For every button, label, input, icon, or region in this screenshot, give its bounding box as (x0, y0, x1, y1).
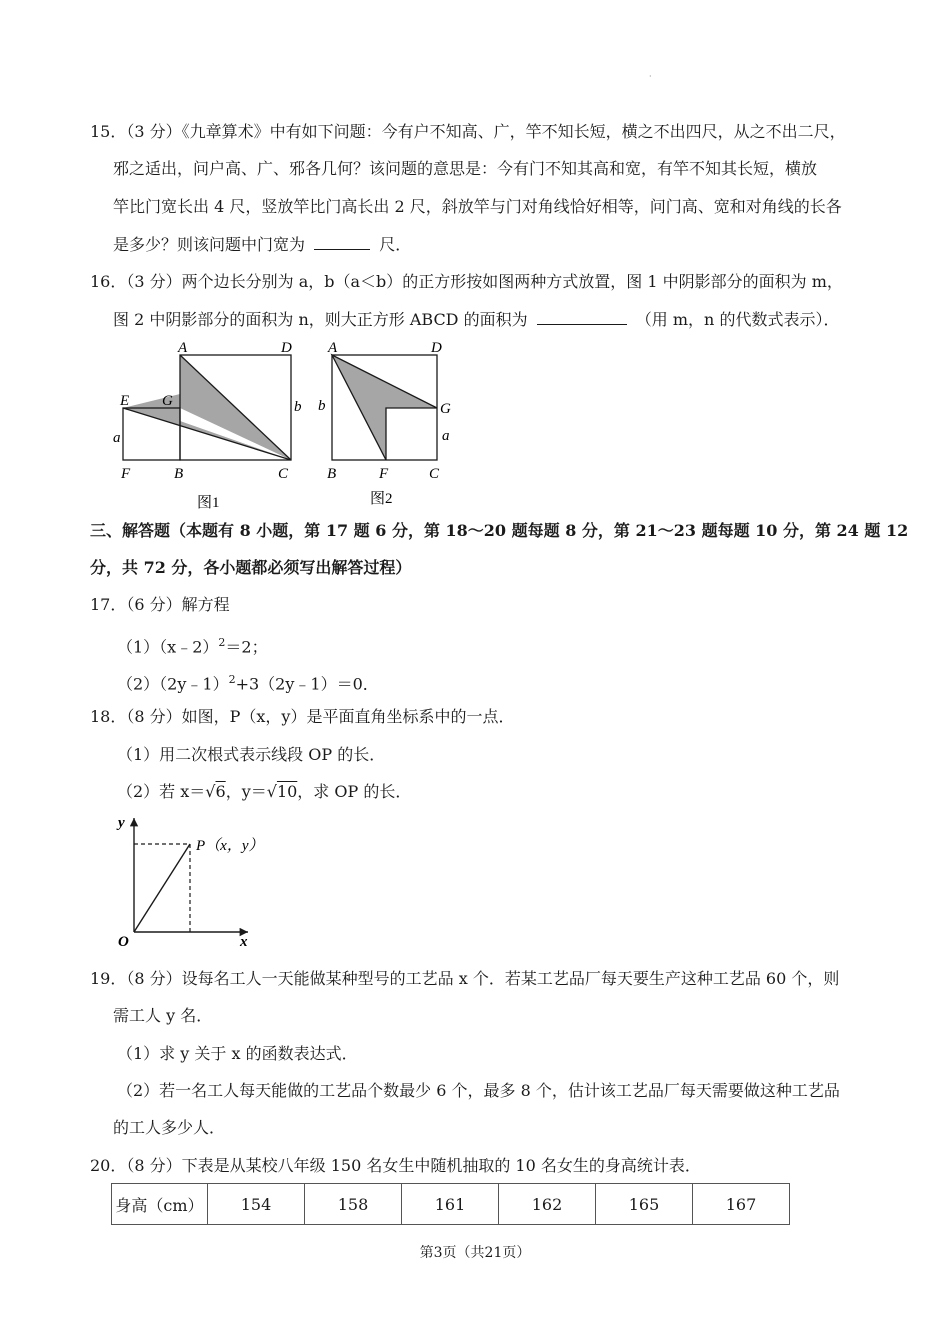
q18-part2-text-a: （2）若 x＝ (117, 782, 206, 801)
fig1-label-a-side: a (113, 430, 121, 446)
fig2-label-b: b (318, 398, 326, 414)
q15-line4-text: 是多少？则该问题中门宽为 (113, 235, 306, 254)
fig1-label-g: G (162, 393, 173, 409)
fig2-label-g: G (440, 401, 451, 417)
graph-label-y: y (118, 815, 125, 831)
sqrt-6-radicand: 6 (215, 782, 226, 801)
q15-line4-suffix: 尺． (379, 235, 412, 254)
graph-label-o: O (118, 934, 129, 950)
table-cell: 167 (693, 1184, 790, 1225)
fig2-label-b-vertex: B (327, 466, 337, 482)
sqrt-10-radicand: 10 (276, 782, 298, 801)
fig2-label-a-side: a (442, 428, 450, 444)
table-row (112, 1184, 790, 1225)
q16-line2-text: 图 2 中阴影部分的面积为 n，则大正方形 ABCD 的面积为 (113, 310, 528, 329)
fig1-label-a: A (178, 340, 188, 356)
fig1-label-c: C (278, 466, 289, 482)
section3-heading-line2: 分，共 72 分，各小题都必须写出解答过程） (90, 558, 412, 577)
fig1-label-e: E (120, 393, 130, 409)
height-table (111, 1183, 790, 1225)
q16-line2-suffix: （用 m，n 的代数式表示）． (635, 310, 840, 329)
graph-label-p: P（x，y） (196, 838, 264, 854)
section3-heading-line1: 三、解答题（本题有 8 小题，第 17 题 6 分，第 18～20 题每题 8 分，第 21～23 题每题 10 分，第 24 题 12 (90, 521, 909, 540)
q19-line2: 需工人 y 名． (113, 1006, 213, 1025)
q18-part2-text-b: ，y＝ (225, 782, 267, 801)
fig2-caption: 图2 (370, 491, 393, 507)
fig1-label-b: b (294, 399, 302, 415)
q17-part1-text: （1）（x﹣2） (117, 637, 219, 657)
q19-part1: （1）求 y 关于 x 的函数表达式． (117, 1044, 358, 1063)
table-cell: 154 (208, 1184, 305, 1225)
q19-part2-line2: 的工人多少人． (113, 1118, 226, 1137)
fig1-label-b-vertex: B (174, 466, 184, 482)
q17-part2-rhs: +3（2y﹣1）＝0． (235, 674, 379, 694)
q18-part2-text-c: ，求 OP 的长． (297, 782, 412, 801)
q15-line1: 15．（3 分）《九章算术》中有如下问题：今有户不知高、广，竿不知长短，横之不出四尺，从之不出二尺， (90, 122, 846, 141)
q17-part2-text: （2）（2y﹣1） (117, 674, 229, 694)
q15-line2: 邪之适出，问户高、广、邪各几何？该问题的意思是：今有门不知其高和宽，有竿不知其长短，横放 (113, 159, 818, 178)
q19-line1: 19．（8 分）设每名工人一天能做某种型号的工艺品 x 个．若某工艺品厂每天要生产这种工艺品 60 个，则 (90, 969, 840, 988)
graph-label-x: x (240, 934, 248, 950)
fig2-label-c: C (429, 466, 440, 482)
q16-line1: 16．（3 分）两个边长分别为 a，b（a＜b）的正方形按如图两种方式放置，图 1 中阴影部分的面积为 m， (90, 272, 843, 291)
table-cell: 165 (596, 1184, 693, 1225)
fig1-label-f: F (121, 466, 131, 482)
fig2-label-a: A (328, 340, 338, 356)
fig1-label-d: D (281, 340, 292, 356)
table-header-cell: 身高（cm） (112, 1184, 208, 1225)
fig1-caption: 图1 (197, 495, 220, 511)
sqrt-10: √10 (266, 782, 298, 801)
q20-title: 20．（8 分）下表是从某校八年级 150 名女生中随机抽取的 10 名女生的身高统计表． (90, 1156, 701, 1175)
sqrt-6: √6 (205, 782, 226, 801)
q19-part2-line1: （2）若一名工人每天能做的工艺品个数最少 6 个，最多 8 个，估计该工艺品厂每天需要做这种工艺品 (117, 1081, 840, 1100)
q17-part1-rhs: ＝2； (225, 637, 268, 657)
q15-line3: 竿比门宽长出 4 尺，竖放竿比门高长出 2 尺，斜放竿与门对角线恰好相等，问门高、宽和对角线的长各 (113, 197, 842, 216)
fig2-label-f: F (379, 466, 389, 482)
stray-mark: · (649, 72, 652, 81)
page-footer: 第3页（共21页） (419, 1245, 531, 1261)
q17-title: 17．（6 分）解方程 (90, 595, 230, 614)
segment-op (134, 844, 190, 932)
q18-part1: （1）用二次根式表示线段 OP 的长． (117, 745, 386, 764)
table-cell: 158 (305, 1184, 402, 1225)
q18-title: 18．（8 分）如图，P（x，y）是平面直角坐标系中的一点． (90, 707, 515, 726)
q17-part1-exponent: 2 (218, 636, 226, 649)
table-cell: 161 (402, 1184, 499, 1225)
fig2-label-d: D (431, 340, 442, 356)
q17-part2-exponent: 2 (228, 673, 236, 686)
table-cell: 162 (499, 1184, 596, 1225)
